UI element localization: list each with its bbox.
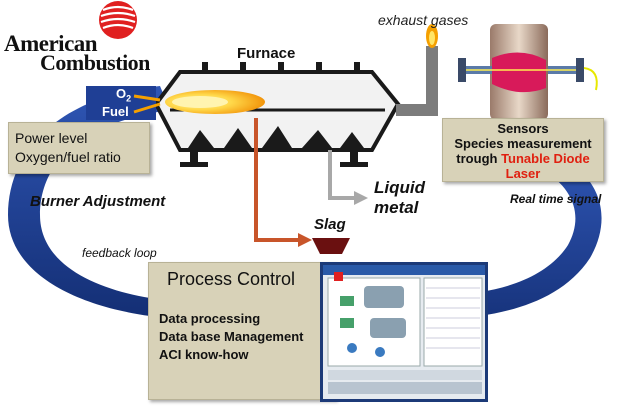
logo-line-1: American xyxy=(4,31,98,56)
burner-flame-icon xyxy=(165,90,265,114)
fuel-label: Fuel xyxy=(102,104,129,119)
trough-text: trough xyxy=(456,151,498,166)
furnace-body xyxy=(156,62,398,167)
liquid-metal-label: Liquid metal xyxy=(374,178,425,217)
metal-arrowhead-icon xyxy=(354,191,368,205)
real-time-signal-label: Real time signal xyxy=(510,192,602,206)
slag-arrowhead-icon xyxy=(298,233,312,247)
process-control-item: ACI know-how xyxy=(159,347,249,362)
exhaust-stack xyxy=(396,24,438,116)
feedback-loop-label: feedback loop xyxy=(82,246,157,260)
logo-line-2: Combustion xyxy=(40,50,150,75)
process-control-item: Data base Management xyxy=(159,329,304,344)
oxygen-fuel-ratio-text: Oxygen/fuel ratio xyxy=(15,149,121,165)
species-measurement-text: Species measurement xyxy=(454,136,592,151)
process-control-title: Process Control xyxy=(167,269,296,289)
control-software-screenshot xyxy=(320,262,488,402)
process-control-item: Data processing xyxy=(159,311,261,326)
sensor-pipe-icon xyxy=(458,24,597,120)
ac-logo-mark-icon xyxy=(99,1,137,39)
laser-text: Laser xyxy=(505,166,541,181)
power-level-text: Power level xyxy=(15,130,88,146)
sensors-panel xyxy=(442,118,604,182)
process-control-panel xyxy=(148,262,336,400)
burner-adjustment-label: Burner Adjustment xyxy=(30,193,166,210)
tunable-diode-text: Tunable Diode xyxy=(501,151,590,166)
slag-label: Slag xyxy=(314,216,346,233)
slag-bucket-icon xyxy=(312,238,350,254)
oxygen-label: $O_2$ xyxy=(116,86,132,104)
power-level-panel xyxy=(8,122,150,174)
furnace-title: Furnace xyxy=(237,45,296,62)
sensors-title: Sensors xyxy=(497,121,549,136)
exhaust-label: exhaust gases xyxy=(378,12,469,28)
